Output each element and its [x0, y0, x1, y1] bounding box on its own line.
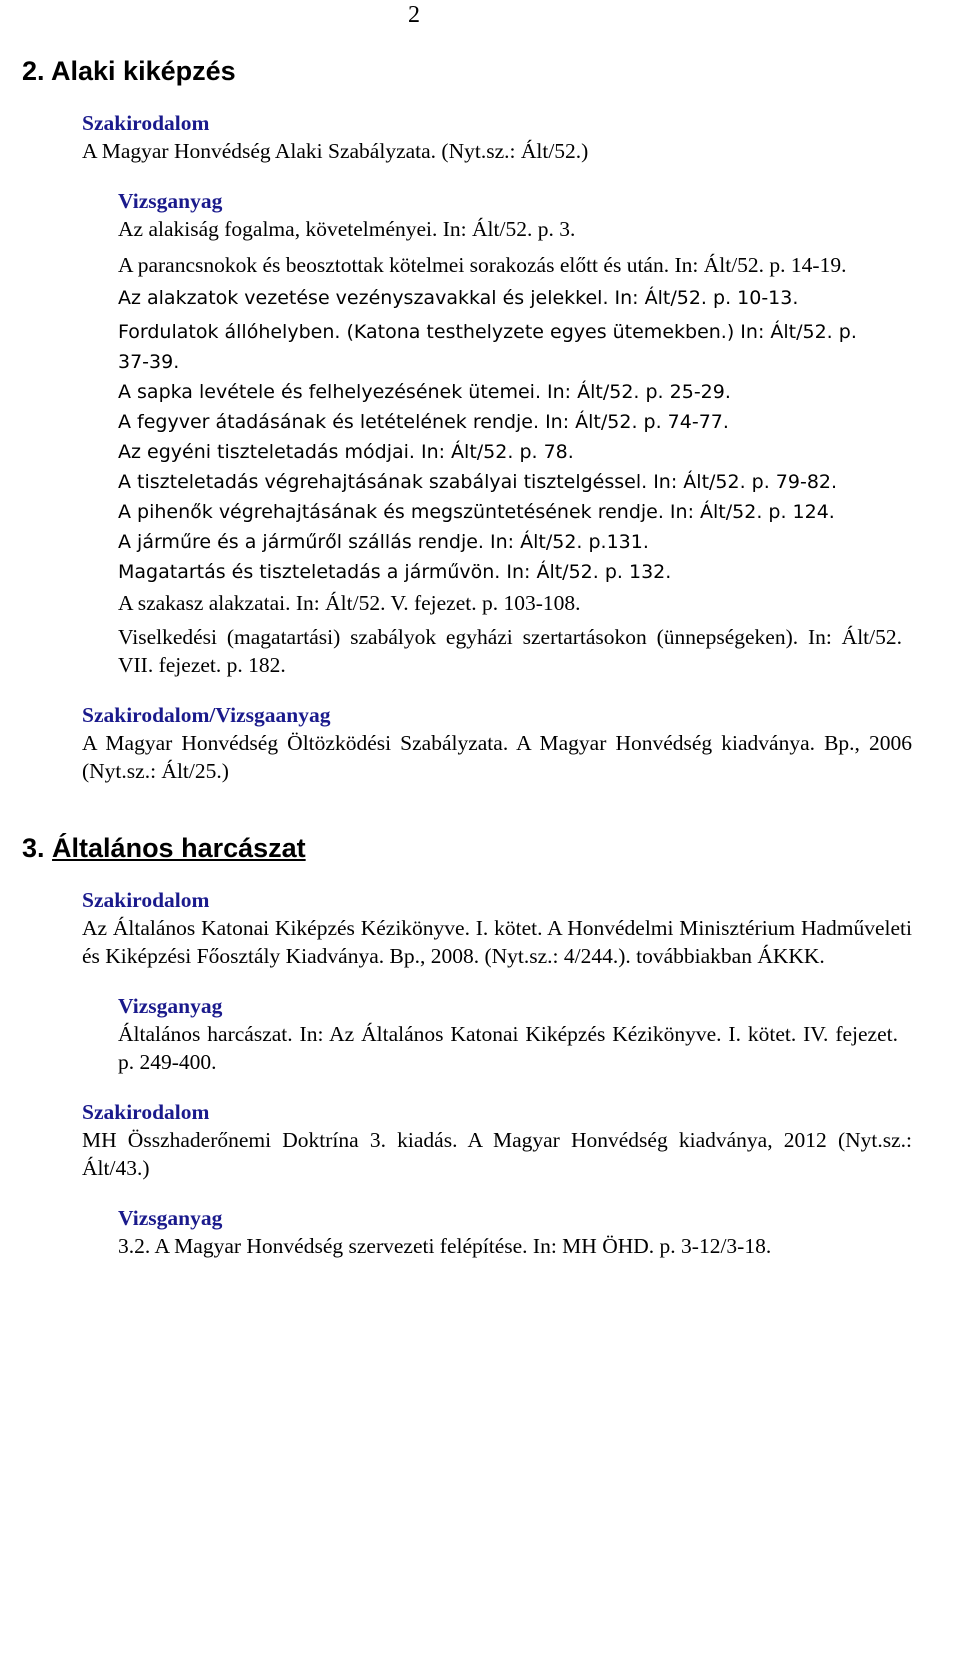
- exam-item: Az egyéni tiszteletadás módjai. In: Ált/52. p. 78.: [118, 441, 574, 463]
- literature-exam-heading: Szakirodalom/Vizsgaanyag: [82, 703, 331, 727]
- exam-heading: Vizsganyag: [118, 1206, 223, 1230]
- literature-heading: Szakirodalom: [82, 1100, 210, 1124]
- exam-item: Magatartás és tiszteletadás a járművön. In: Ált/52. p. 132.: [118, 561, 672, 583]
- exam-item: A tiszteletadás végrehajtásának szabályai tisztelgéssel. In: Ált/52. p. 79-82.: [118, 471, 838, 493]
- exam-item: A szakasz alakzatai. In: Ált/52. V. fejezet. p. 103-108.: [118, 591, 581, 615]
- exam-heading: Vizsganyag: [118, 189, 223, 213]
- section-2-literature-exam: [82, 701, 918, 785]
- literature-text: MH Összhaderőnemi Doktrína 3. kiadás. A Magyar Honvédség kiadványa, 2012 (Nyt.sz.: Ált/43.): [82, 1128, 912, 1180]
- literature-heading: Szakirodalom: [82, 111, 210, 135]
- section-3-literature-2: [82, 1098, 918, 1182]
- literature-text: A Magyar Honvédség Alaki Szabályzata. (Nyt.sz.: Ált/52.): [82, 139, 589, 163]
- exam-item: Fordulatok állóhelyben. (Katona testhelyzete egyes ütemekben.) In: Ált/52. p. 37-39.: [118, 321, 857, 373]
- section-3-literature-1: [82, 886, 918, 970]
- exam-item: A parancsnokok és beosztottak kötelmei sorakozás előtt és után. In: Ált/52. p. 14-19.: [118, 253, 847, 277]
- exam-item: Viselkedési (magatartási) szabályok egyházi szertartásokon (ünnepségeken). In: Ált/52. VII. fejezet. p. 182.: [118, 625, 902, 677]
- section-3-title-text: Általános harcászat: [52, 833, 306, 863]
- exam-item: A járműre és a járműről szállás rendje. In: Ált/52. p.131.: [118, 531, 649, 553]
- exam-item: A sapka levétele és felhelyezésének ütemei. In: Ált/52. p. 25-29.: [118, 381, 731, 403]
- exam-item: Az alakzatok vezetése vezényszavakkal és jelekkel. In: Ált/52. p. 10-13.: [118, 287, 799, 309]
- exam-item: A fegyver átadásának és letételének rendje. In: Ált/52. p. 74-77.: [118, 411, 729, 433]
- section-2-literature: [82, 109, 918, 165]
- section-2-exam: [118, 187, 918, 679]
- page-number: 2: [408, 2, 420, 28]
- section-3-exam-1: [118, 992, 918, 1076]
- literature-heading: Szakirodalom: [82, 888, 210, 912]
- literature-exam-text: A Magyar Honvédség Öltözködési Szabályzata. A Magyar Honvédség kiadványa. Bp., 2006 (Nyt.sz.: Ált/25.): [82, 731, 912, 783]
- exam-heading: Vizsganyag: [118, 994, 223, 1018]
- exam-text: 3.2. A Magyar Honvédség szervezeti felépítése. In: MH ÖHD. p. 3-12/3-18.: [118, 1234, 772, 1258]
- section-3-title: [22, 833, 918, 864]
- exam-item: Az alakiság fogalma, követelményei. In: Ált/52. p. 3.: [118, 217, 576, 241]
- exam-item: A pihenők végrehajtásának és megszüntetésének rendje. In: Ált/52. p. 124.: [118, 501, 835, 523]
- document-body: [22, 52, 918, 1260]
- section-2-title: 2. Alaki kiképzés: [22, 56, 236, 86]
- section-3-exam-2: [118, 1204, 918, 1260]
- exam-text: Általános harcászat. In: Az Általános Katonai Kiképzés Kézikönyve. I. kötet. IV. fejezet. p. 249-400.: [118, 1022, 898, 1074]
- section-3-number: 3.: [22, 833, 45, 863]
- literature-text: Az Általános Katonai Kiképzés Kézikönyve. I. kötet. A Honvédelmi Minisztérium Hadműveleti és Kiképzési Főosztály Kiadványa. Bp., 2008. (Nyt.sz.: 4/244.). továbbiakban ÁKKK.: [82, 916, 912, 968]
